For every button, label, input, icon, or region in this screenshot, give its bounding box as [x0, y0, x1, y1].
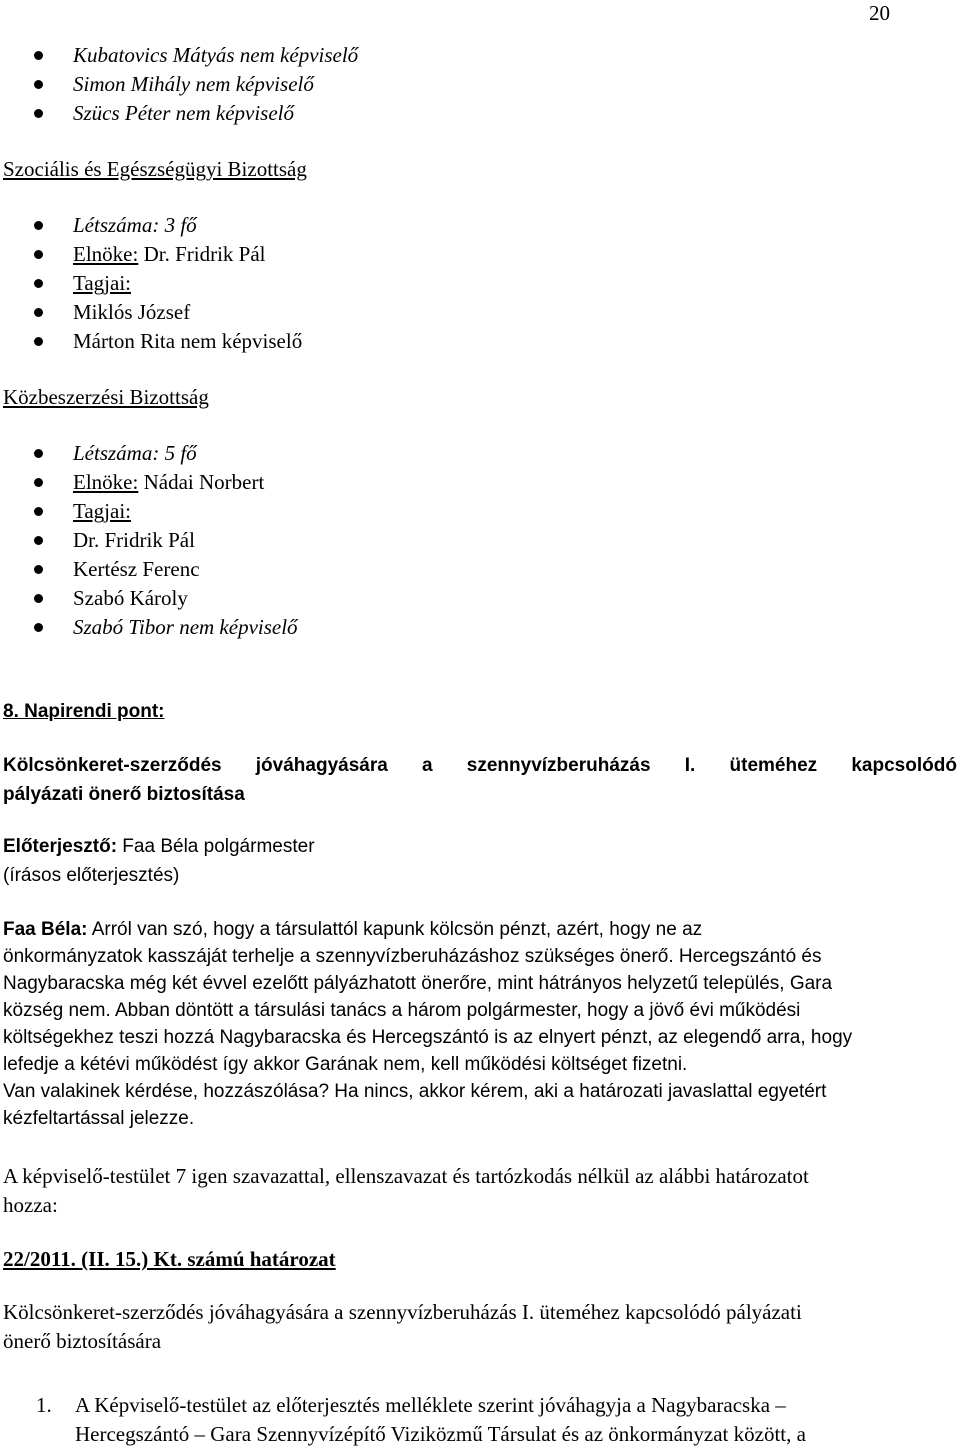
list-item-text: Simon Mihály nem képviselő [73, 72, 314, 96]
list-item [0, 240, 960, 269]
member-name: Szabó Tibor nem képviselő [73, 615, 298, 639]
list-item [0, 497, 960, 526]
agenda-title-word: üteméhez [729, 755, 818, 776]
list-item [0, 70, 960, 99]
members-label: Tagjai: [73, 499, 132, 523]
list-item-text: Szücs Péter nem képviselő [73, 101, 295, 125]
member-name: Szabó Károly [73, 586, 188, 610]
speech-line: költségekhez teszi hozzá Nagybaracska és Hercegszántó is az elnyert pénzt, az elegendő arra, hogy [3, 1027, 853, 1048]
agenda-title-word: Kölcsönkeret-szerződés [3, 755, 222, 776]
page-number: 20 [869, 1, 890, 25]
member-name: Márton Rita nem képviselő [73, 329, 303, 353]
member-name: Dr. Fridrik Pál [73, 528, 195, 552]
list-item [0, 41, 960, 70]
list-item [0, 613, 960, 642]
presenter-label: Előterjesztő: [3, 836, 118, 857]
agenda-title-line1 [3, 751, 957, 780]
speech-line [3, 916, 957, 943]
resolution-subject-line: önerő biztosítására [3, 1329, 162, 1353]
speech-block [3, 916, 957, 1132]
resolution-item-line: A Képviselő-testület az előterjesztés melléklete szerint jóváhagyja a Nagybaracska – [75, 1393, 786, 1417]
speaker-name: Faa Béla: [3, 919, 88, 940]
speech-line: önkormányzatok kasszáját terhelje a szennyvízberuházáshoz szükséges önerő. Hercegszántó és [3, 946, 822, 967]
committee1-list [0, 211, 960, 356]
list-item [0, 211, 960, 240]
presenter-block [3, 832, 957, 890]
committee2-list [0, 439, 960, 642]
resolution-item [75, 1391, 957, 1449]
list-item [0, 298, 960, 327]
list-item [0, 327, 960, 356]
members-label: Tagjai: [73, 271, 132, 295]
chair-name: Nádai Norbert [138, 470, 265, 494]
resolution-number: 22/2011. (II. 15.) Kt. számú határozat [3, 1247, 336, 1271]
resolution-item-line: Hercegszántó – Gara Szennyvízépítő Viziközmű Társulat és az önkormányzat között, a [75, 1422, 806, 1446]
vote-block [3, 1162, 957, 1220]
committee-title-social-health: Szociális és Egészségügyi Bizottság [3, 157, 307, 181]
headcount: Létszáma: 3 fő [73, 213, 197, 237]
agenda-title-word: szennyvízberuházás [466, 755, 651, 776]
resolution-subject-line: Kölcsönkeret-szerződés jóváhagyására a szennyvízberuházás I. üteméhez kapcsolódó pályázati [3, 1300, 802, 1324]
agenda-title-word: jóváhagyására [255, 755, 388, 776]
chair-name: Dr. Fridrik Pál [138, 242, 266, 266]
headcount: Létszáma: 5 fő [73, 441, 197, 465]
vote-line: hozza: [3, 1193, 58, 1217]
chair-label: Elnöke: [73, 242, 139, 266]
presenter-line [3, 832, 957, 861]
speech-line: község nem. Abban döntött a társulási tanács a három polgármester, hogy a jövő évi működési [3, 1000, 801, 1021]
agenda-title-word: I. [684, 755, 696, 776]
agenda-heading: 8. Napirendi pont: [3, 701, 165, 722]
chair-label: Elnöke: [73, 470, 139, 494]
list-item [0, 468, 960, 497]
list-item [0, 269, 960, 298]
list-item-text: Kubatovics Mátyás nem képviselő [73, 43, 359, 67]
list-item [0, 526, 960, 555]
speech-line: lefedje a kétévi működést így akkor Garának nem, kell működési költséget fizetni. [3, 1054, 688, 1075]
member-name: Kertész Ferenc [73, 557, 200, 581]
list-item [0, 584, 960, 613]
speech-line: Nagybaracska még két évvel ezelőtt pályázhatott önerőre, mint hátrányos helyzetű település, Gara [3, 973, 833, 994]
agenda-title-word: a [422, 755, 433, 776]
list-item [0, 555, 960, 584]
member-name: Miklós József [73, 300, 191, 324]
list-item [0, 99, 960, 128]
written-note: (írásos előterjesztés) [3, 865, 180, 886]
list-item [0, 439, 960, 468]
resolution-subject [3, 1298, 957, 1356]
agenda-title-word: kapcsolódó [851, 755, 957, 776]
speech-line: Van valakinek kérdése, hozzászólása? Ha nincs, akkor kérem, aki a határozati javaslattal egyetért [3, 1081, 827, 1102]
speech-text: Arról van szó, hogy a társulattól kapunk kölcsön pénzt, azért, hogy ne az [87, 919, 703, 940]
vote-line: A képviselő-testület 7 igen szavazattal, ellenszavazat és tartózkodás nélkül az alábbi határozatot [3, 1164, 809, 1188]
agenda-title-line2: pályázati önerő biztosítása [3, 784, 245, 805]
committee-title-procurement: Közbeszerzési Bizottság [3, 385, 209, 409]
speech-line: kézfeltartással jelezze. [3, 1108, 195, 1129]
presenter-name: Faa Béla polgármester [117, 836, 315, 857]
resolution-item-number: 1. [36, 1393, 52, 1417]
member-list-top [0, 41, 960, 128]
agenda-title [3, 751, 957, 809]
